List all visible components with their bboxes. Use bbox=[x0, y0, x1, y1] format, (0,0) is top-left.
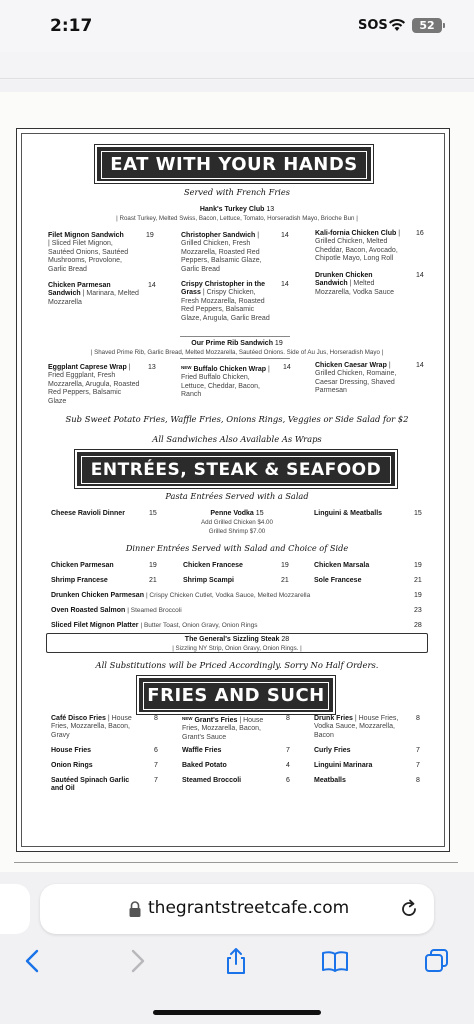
menu-item: Filet Mignon Sandwich | Sliced Filet Mignon, Sautéed Onions, Sautéed Mushrooms, Provolone, Garlic Bread bbox=[48, 232, 129, 273]
web-header-strip bbox=[0, 52, 474, 80]
divider bbox=[180, 336, 290, 337]
menu-item-price: 23 bbox=[414, 607, 422, 614]
menu-item: Chicken Francese bbox=[183, 562, 243, 569]
status-sos: SOS bbox=[358, 18, 388, 33]
menu-item: Chicken Caesar Wrap | Grilled Chicken, Romaine, Caesar Dressing, Shaved Parmesan bbox=[315, 362, 397, 395]
menu-item: Chicken Parmesan bbox=[51, 562, 114, 569]
menu-item: Drunken Chicken Sandwich | Melted Mozzarella, Vodka Sauce bbox=[315, 272, 394, 296]
menu-note: Sub Sweet Potato Fries, Waffle Fries, Onions Rings, Veggies or Side Salad for $2 bbox=[65, 414, 409, 424]
menu-item: Drunk Fries | House Fries, Vodka Sauce, Mozzarella, Bacon bbox=[314, 715, 399, 739]
menu-item-price: 7 bbox=[154, 762, 158, 769]
menu-item-price: 21 bbox=[149, 577, 157, 584]
menu-item-desc: | Sizzling NY Strip, Onion Gravy, Onion Rings. | bbox=[172, 645, 302, 652]
section-subtitle: Pasta Entrées Served with a Salad bbox=[165, 491, 309, 501]
menu-item-price: 19 bbox=[149, 562, 157, 569]
menu-item-desc: Add Grilled Chicken $4.00 bbox=[201, 519, 273, 526]
menu-item-price: 14 bbox=[416, 272, 424, 279]
menu-item-price: 7 bbox=[416, 747, 420, 754]
menu-item: Oven Roasted Salmon | Steamed Broccoli bbox=[51, 607, 182, 614]
menu-item-price: 14 bbox=[283, 364, 291, 371]
divider bbox=[14, 862, 458, 863]
menu-item-price: 19 bbox=[414, 562, 422, 569]
menu-item: Curly Fries bbox=[314, 747, 351, 754]
menu-item: Shrimp Scampi bbox=[183, 577, 234, 584]
menu-page bbox=[0, 92, 474, 872]
menu-item: Café Disco Fries | House Fries, Mozzarella, Bacon, Gravy bbox=[51, 715, 132, 739]
battery-icon: 52 bbox=[412, 18, 442, 33]
menu-item-price: 8 bbox=[416, 777, 420, 784]
divider bbox=[180, 358, 290, 359]
menu-item-price: 16 bbox=[416, 230, 424, 237]
menu-item-price: 21 bbox=[281, 577, 289, 584]
home-indicator bbox=[153, 1010, 321, 1015]
menu-item: Sliced Filet Mignon Platter | Butter Toast, Onion Gravy, Onion Rings bbox=[51, 622, 258, 629]
menu-item: Waffle Fries bbox=[182, 747, 222, 754]
menu-item: Linguini & Meatballs bbox=[314, 510, 383, 517]
menu-item-price: 7 bbox=[416, 762, 420, 769]
menu-item-price: 14 bbox=[281, 232, 289, 239]
url-text[interactable]: thegrantstreetcafe.com bbox=[148, 898, 350, 918]
menu-item-price: 14 bbox=[281, 281, 289, 288]
menu-item-price: 19 bbox=[281, 562, 289, 569]
menu-note: All Sandwiches Also Available As Wraps bbox=[152, 434, 322, 444]
menu-item: Chicken Marsala bbox=[314, 562, 370, 569]
forward-icon[interactable] bbox=[122, 946, 152, 976]
menu-item: Linguini Marinara bbox=[314, 762, 373, 769]
menu-item-price: 7 bbox=[154, 777, 158, 784]
menu-item-price: 13 bbox=[148, 364, 156, 371]
menu-item: Penne Vodka 15 bbox=[210, 510, 264, 517]
menu-item: Cheese Ravioli Dinner bbox=[51, 510, 125, 517]
menu-item: Hank's Turkey Club 13 bbox=[199, 206, 275, 213]
previous-tab-preview[interactable] bbox=[0, 884, 30, 934]
menu-item-price: 28 bbox=[414, 622, 422, 629]
menu-item: Eggplant Caprese Wrap | Fried Eggplant, Fresh Mozzarella, Arugula, Roasted Red Peppers, Balsamic Glaze bbox=[48, 364, 140, 405]
menu-item: Kali-fornia Chicken Club | Grilled Chicken, Melted Cheddar, Bacon, Avocado, Chipotle Mayo, Long Roll bbox=[315, 230, 401, 263]
menu-item: Onion Rings bbox=[51, 762, 93, 769]
menu-item-price: 6 bbox=[154, 747, 158, 754]
back-icon[interactable] bbox=[18, 946, 48, 976]
menu-item-price: 6 bbox=[286, 777, 290, 784]
reload-icon[interactable] bbox=[398, 898, 420, 920]
section-banner: ENTRÉES, STEAK & SEAFOOD bbox=[77, 452, 395, 486]
share-icon[interactable] bbox=[221, 946, 251, 976]
menu-item-price: 15 bbox=[149, 510, 157, 517]
menu-item: Meatballs bbox=[314, 777, 346, 784]
menu-item: Baked Potato bbox=[182, 762, 227, 769]
menu-item-desc: Grilled Shrimp $7.00 bbox=[208, 528, 266, 535]
wifi-icon bbox=[388, 17, 406, 32]
menu-item-price: 21 bbox=[414, 577, 422, 584]
status-bar bbox=[0, 0, 474, 52]
menu-item: $^{NEW}$ Buffalo Chicken Wrap | Fried Buffalo Chicken, Lettuce, Cheddar, Bacon, Ranch bbox=[181, 365, 270, 399]
menu-item: House Fries bbox=[51, 747, 92, 754]
tabs-icon[interactable] bbox=[422, 946, 452, 976]
menu-item: Christopher Sandwich | Grilled Chicken, Fresh Mozzarella, Roasted Red Peppers, Balsamic Glaze, Garlic Bread bbox=[181, 232, 262, 273]
divider bbox=[0, 78, 474, 79]
menu-item-price: 19 bbox=[146, 232, 154, 239]
menu-item-price: 15 bbox=[414, 510, 422, 517]
menu-item-desc: | Shaved Prime Rib, Garlic Bread, Melted Mozzarella, Sautéed Onions. Side of Au Jus, Horseradish Mayo | bbox=[90, 349, 384, 356]
menu-item: Our Prime Rib Sandwich 19 bbox=[191, 340, 283, 347]
section-subtitle: Dinner Entrées Served with Salad and Choice of Side bbox=[125, 543, 349, 553]
menu-item-price: 8 bbox=[154, 715, 158, 722]
menu-item: Chicken Parmesan Sandwich | Marinara, Melted Mozzarella bbox=[48, 282, 139, 306]
battery-tip bbox=[443, 23, 445, 28]
menu-item: Sautéed Spinach Garlic and Oil bbox=[51, 777, 130, 793]
status-time: 2:17 bbox=[50, 16, 93, 36]
section-subtitle: Served with French Fries bbox=[184, 187, 290, 197]
menu-item-price: 7 bbox=[286, 747, 290, 754]
menu-item-price: 8 bbox=[416, 715, 420, 722]
menu-item-price: 8 bbox=[286, 715, 290, 722]
menu-item: Crispy Christopher in the Grass | Crispy Chicken, Fresh Mozzarella, Roasted Red Peppers, Balsamic Glaze, Arugula, Garlic Bread bbox=[181, 281, 270, 322]
menu-item: Shrimp Francese bbox=[51, 577, 108, 584]
section-banner: EAT WITH YOUR HANDS bbox=[97, 147, 371, 181]
menu-item: $^{NEW}$ Grant's Fries | House Fries, Mozzarella, Bacon, Grant's Sauce bbox=[182, 716, 264, 741]
menu-item: Steamed Broccoli bbox=[182, 777, 242, 784]
lock-icon bbox=[128, 900, 142, 918]
section-banner: FRIES AND SUCH bbox=[139, 678, 333, 712]
menu-item: The General's Sizzling Steak 28 bbox=[184, 636, 290, 643]
menu-item: Drunken Chicken Parmesan | Crispy Chicken Cutlet, Vodka Sauce, Melted Mozzarella bbox=[51, 592, 311, 599]
menu-item-price: 19 bbox=[414, 592, 422, 599]
menu-item-price: 14 bbox=[416, 362, 424, 369]
bookmarks-icon[interactable] bbox=[320, 946, 350, 976]
menu-item-desc: | Roast Turkey, Melted Swiss, Bacon, Lettuce, Tomato, Horseradish Mayo, Brioche Bun | bbox=[116, 215, 358, 222]
menu-note: All Substitutions will be Priced Accordingly. Sorry No Half Orders. bbox=[95, 660, 379, 670]
menu-item-price: 4 bbox=[286, 762, 290, 769]
menu-item: Sole Francese bbox=[314, 577, 362, 584]
menu-item-price: 14 bbox=[148, 282, 156, 289]
